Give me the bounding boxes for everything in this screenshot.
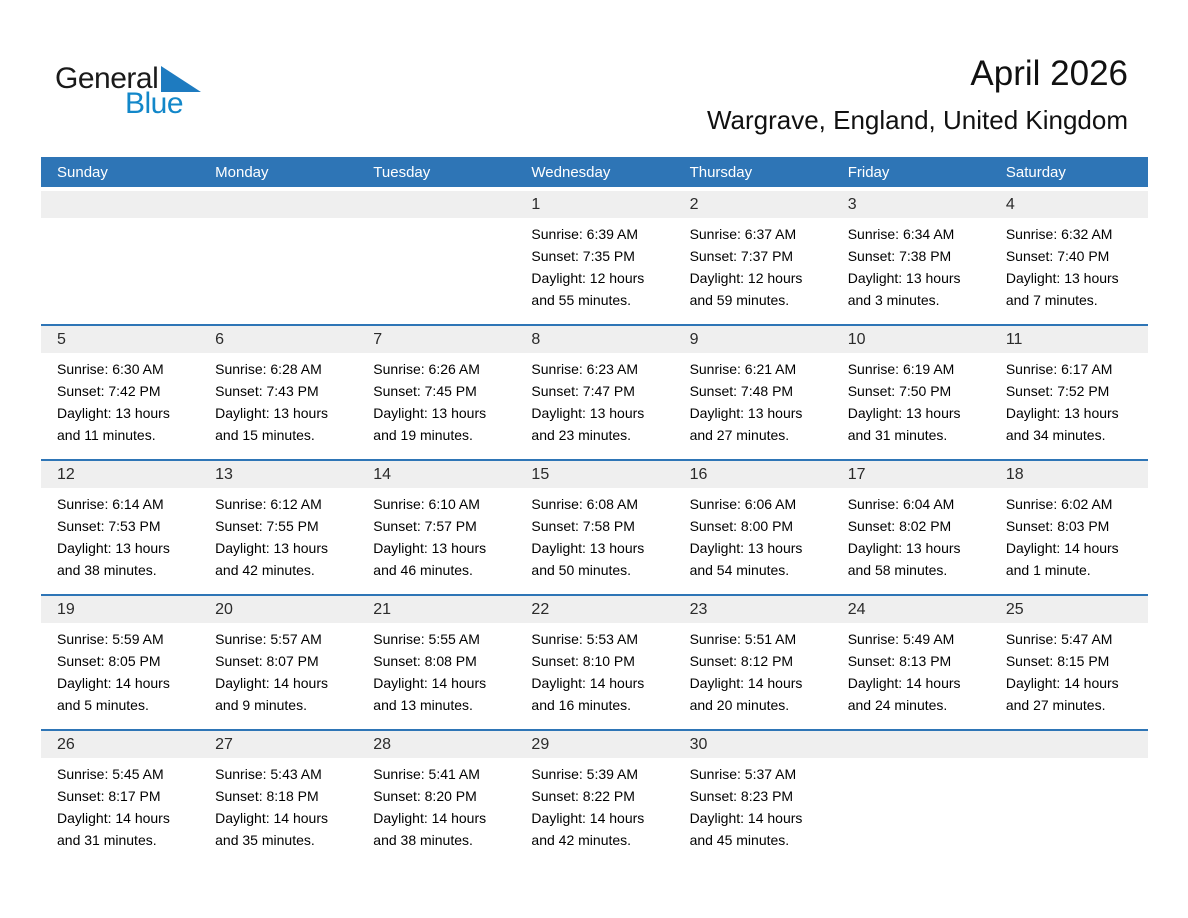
week-row — [41, 324, 1148, 459]
day-number: 4 — [990, 191, 1148, 218]
sunrise-text: Sunrise: 5:43 AM — [215, 766, 322, 782]
daylight-text-line1: Daylight: 13 hours — [847, 405, 961, 421]
day-header-tuesday: Tuesday — [373, 163, 431, 181]
daylight-text-line1: Daylight: 13 hours — [689, 405, 803, 421]
daylight-text-line1: Daylight: 14 hours — [215, 810, 328, 826]
daylight-text-line2: and 20 minutes. — [689, 697, 790, 713]
sunset-text: Sunset: 7:38 PM — [847, 248, 952, 264]
daylight-text-line2: and 34 minutes. — [1005, 427, 1106, 443]
daylight-text-line2: and 9 minutes. — [215, 697, 307, 713]
daylight-text-line1: Daylight: 14 hours — [57, 810, 170, 826]
day-cell — [990, 326, 1148, 459]
day-header-friday: Friday — [847, 163, 890, 181]
sunset-text: Sunset: 8:22 PM — [531, 788, 635, 804]
day-number: 20 — [199, 596, 357, 623]
sunrise-text: Sunrise: 6:17 AM — [1005, 361, 1113, 377]
day-number — [357, 191, 515, 218]
sunrise-text: Sunrise: 6:30 AM — [57, 361, 164, 377]
day-number: 8 — [515, 326, 673, 353]
page-subtitle: Wargrave, England, United Kingdom — [706, 105, 1128, 135]
sunrise-text: Sunrise: 5:57 AM — [215, 631, 322, 647]
day-cell — [199, 326, 357, 459]
sunset-text: Sunset: 7:52 PM — [1005, 383, 1110, 399]
daylight-text-line2: and 31 minutes. — [847, 427, 948, 443]
daylight-text-line1: Daylight: 14 hours — [1005, 675, 1119, 691]
sunset-text: Sunset: 7:50 PM — [847, 383, 952, 399]
sunset-text: Sunset: 7:37 PM — [689, 248, 794, 264]
day-cell — [41, 731, 199, 864]
daylight-text-line1: Daylight: 14 hours — [373, 675, 487, 691]
sunrise-text: Sunrise: 6:32 AM — [1005, 226, 1113, 242]
sunset-text: Sunset: 7:53 PM — [57, 518, 161, 534]
sunset-text: Sunset: 8:03 PM — [1005, 518, 1110, 534]
weeks-container — [41, 191, 1148, 864]
sunset-text: Sunset: 7:47 PM — [531, 383, 635, 399]
daylight-text-line2: and 16 minutes. — [531, 697, 632, 713]
day-cell — [674, 596, 832, 729]
logo-text-general: General — [55, 62, 159, 95]
empty-day-cell — [990, 731, 1148, 864]
day-cell — [674, 191, 832, 324]
daylight-text-line2: and 58 minutes. — [847, 562, 948, 578]
daylight-text-line2: and 3 minutes. — [847, 292, 940, 308]
daylight-text-line2: and 45 minutes. — [689, 832, 790, 848]
week-row — [41, 594, 1148, 729]
sunset-text: Sunset: 8:10 PM — [531, 653, 635, 669]
sunset-text: Sunset: 7:55 PM — [215, 518, 319, 534]
page-title: April 2026 — [970, 54, 1128, 93]
sunrise-text: Sunrise: 6:26 AM — [373, 361, 480, 377]
day-number: 27 — [199, 731, 357, 758]
sunset-text: Sunset: 8:23 PM — [689, 788, 794, 804]
daylight-text-line2: and 23 minutes. — [531, 427, 632, 443]
calendar-table — [41, 157, 1148, 864]
daylight-text-line2: and 13 minutes. — [373, 697, 473, 713]
day-number: 19 — [41, 596, 199, 623]
sunset-text: Sunset: 7:43 PM — [215, 383, 319, 399]
day-cell — [832, 596, 990, 729]
daylight-text-line2: and 38 minutes. — [373, 832, 473, 848]
sunset-text: Sunset: 8:00 PM — [689, 518, 794, 534]
daylight-text-line1: Daylight: 13 hours — [689, 540, 803, 556]
empty-day-cell — [199, 191, 357, 324]
day-number: 1 — [515, 191, 673, 218]
sunrise-text: Sunrise: 5:53 AM — [531, 631, 639, 647]
day-number: 26 — [41, 731, 199, 758]
day-cell — [674, 461, 832, 594]
daylight-text-line1: Daylight: 13 hours — [847, 270, 961, 286]
day-cell — [199, 596, 357, 729]
day-cell — [515, 731, 673, 864]
day-number: 9 — [674, 326, 832, 353]
daylight-text-line2: and 24 minutes. — [847, 697, 948, 713]
daylight-text-line1: Daylight: 13 hours — [215, 405, 328, 421]
daylight-text-line1: Daylight: 14 hours — [689, 675, 803, 691]
sunrise-text: Sunrise: 6:21 AM — [689, 361, 797, 377]
daylight-text-line1: Daylight: 13 hours — [57, 540, 170, 556]
sunset-text: Sunset: 8:08 PM — [373, 653, 477, 669]
day-header-sunday: Sunday — [57, 163, 108, 181]
weekday-header-row — [41, 157, 1148, 187]
daylight-text-line1: Daylight: 13 hours — [57, 405, 170, 421]
daylight-text-line1: Daylight: 14 hours — [689, 810, 803, 826]
daylight-text-line2: and 27 minutes. — [689, 427, 790, 443]
sunrise-text: Sunrise: 6:06 AM — [689, 496, 797, 512]
day-cell — [674, 326, 832, 459]
day-header-wednesday: Wednesday — [531, 163, 611, 181]
daylight-text-line1: Daylight: 12 hours — [689, 270, 803, 286]
sunset-text: Sunset: 7:57 PM — [373, 518, 477, 534]
day-cell — [832, 326, 990, 459]
sunset-text: Sunset: 8:13 PM — [847, 653, 952, 669]
day-cell — [357, 326, 515, 459]
sunrise-text: Sunrise: 6:28 AM — [215, 361, 322, 377]
sunset-text: Sunset: 8:07 PM — [215, 653, 319, 669]
sunset-text: Sunset: 7:40 PM — [1005, 248, 1110, 264]
daylight-text-line2: and 35 minutes. — [215, 832, 315, 848]
day-number: 5 — [41, 326, 199, 353]
sunrise-text: Sunrise: 5:45 AM — [57, 766, 164, 782]
daylight-text-line2: and 55 minutes. — [531, 292, 632, 308]
day-number — [199, 191, 357, 218]
sunrise-text: Sunrise: 6:37 AM — [689, 226, 797, 242]
empty-day-cell — [41, 191, 199, 324]
sunset-text: Sunset: 7:58 PM — [531, 518, 635, 534]
sunset-text: Sunset: 7:35 PM — [531, 248, 635, 264]
day-cell — [832, 191, 990, 324]
sunset-text: Sunset: 7:42 PM — [57, 383, 161, 399]
daylight-text-line1: Daylight: 14 hours — [531, 675, 645, 691]
day-cell — [357, 461, 515, 594]
daylight-text-line1: Daylight: 13 hours — [847, 540, 961, 556]
general-blue-logo — [55, 62, 201, 119]
daylight-text-line2: and 54 minutes. — [689, 562, 790, 578]
daylight-text-line1: Daylight: 14 hours — [215, 675, 328, 691]
day-number — [41, 191, 199, 218]
daylight-text-line1: Daylight: 13 hours — [531, 405, 645, 421]
sunrise-text: Sunrise: 5:51 AM — [689, 631, 797, 647]
day-header-monday: Monday — [215, 163, 269, 181]
daylight-text-line1: Daylight: 13 hours — [1005, 405, 1119, 421]
logo-text-blue: Blue — [125, 87, 184, 120]
day-cell — [41, 461, 199, 594]
sunrise-text: Sunrise: 6:12 AM — [215, 496, 322, 512]
day-header-saturday: Saturday — [1005, 163, 1066, 181]
daylight-text-line2: and 1 minute. — [1005, 562, 1091, 578]
day-cell — [515, 461, 673, 594]
daylight-text-line1: Daylight: 13 hours — [373, 405, 487, 421]
sunset-text: Sunset: 8:18 PM — [215, 788, 319, 804]
sunrise-text: Sunrise: 6:04 AM — [847, 496, 955, 512]
week-row — [41, 459, 1148, 594]
sunset-text: Sunset: 8:15 PM — [1005, 653, 1110, 669]
day-number: 15 — [515, 461, 673, 488]
sunset-text: Sunset: 8:17 PM — [57, 788, 161, 804]
daylight-text-line1: Daylight: 13 hours — [373, 540, 487, 556]
day-number: 2 — [674, 191, 832, 218]
day-number: 30 — [674, 731, 832, 758]
daylight-text-line2: and 59 minutes. — [689, 292, 790, 308]
daylight-text-line2: and 38 minutes. — [57, 562, 157, 578]
daylight-text-line2: and 46 minutes. — [373, 562, 473, 578]
week-row — [41, 191, 1148, 324]
daylight-text-line2: and 5 minutes. — [57, 697, 149, 713]
sunrise-text: Sunrise: 5:59 AM — [57, 631, 164, 647]
sunset-text: Sunset: 8:12 PM — [689, 653, 794, 669]
daylight-text-line2: and 11 minutes. — [57, 427, 156, 443]
day-number: 11 — [990, 326, 1148, 353]
daylight-text-line2: and 7 minutes. — [1005, 292, 1098, 308]
day-number: 21 — [357, 596, 515, 623]
daylight-text-line1: Daylight: 12 hours — [531, 270, 645, 286]
daylight-text-line1: Daylight: 14 hours — [531, 810, 645, 826]
day-cell — [357, 596, 515, 729]
daylight-text-line1: Daylight: 14 hours — [373, 810, 487, 826]
daylight-text-line1: Daylight: 13 hours — [215, 540, 328, 556]
sunrise-text: Sunrise: 6:19 AM — [847, 361, 955, 377]
sunrise-text: Sunrise: 6:02 AM — [1005, 496, 1113, 512]
day-number: 3 — [832, 191, 990, 218]
empty-day-cell — [832, 731, 990, 864]
day-number: 12 — [41, 461, 199, 488]
sunset-text: Sunset: 8:02 PM — [847, 518, 952, 534]
daylight-text-line1: Daylight: 14 hours — [1005, 540, 1119, 556]
sunrise-text: Sunrise: 5:55 AM — [373, 631, 480, 647]
day-number: 24 — [832, 596, 990, 623]
sunrise-text: Sunrise: 6:08 AM — [531, 496, 639, 512]
sunrise-text: Sunrise: 6:23 AM — [531, 361, 639, 377]
sunset-text: Sunset: 8:20 PM — [373, 788, 477, 804]
daylight-text-line2: and 19 minutes. — [373, 427, 473, 443]
day-cell — [199, 461, 357, 594]
sunrise-text: Sunrise: 5:39 AM — [531, 766, 639, 782]
day-cell — [515, 326, 673, 459]
daylight-text-line1: Daylight: 14 hours — [847, 675, 961, 691]
day-number — [832, 731, 990, 758]
day-cell — [990, 191, 1148, 324]
day-cell — [674, 731, 832, 864]
day-number: 16 — [674, 461, 832, 488]
day-number: 28 — [357, 731, 515, 758]
sunrise-text: Sunrise: 6:39 AM — [531, 226, 639, 242]
daylight-text-line2: and 27 minutes. — [1005, 697, 1106, 713]
day-cell — [832, 461, 990, 594]
sunrise-text: Sunrise: 5:47 AM — [1005, 631, 1113, 647]
day-number: 6 — [199, 326, 357, 353]
day-cell — [41, 326, 199, 459]
empty-day-cell — [357, 191, 515, 324]
day-number: 14 — [357, 461, 515, 488]
sunrise-text: Sunrise: 5:49 AM — [847, 631, 955, 647]
day-number — [990, 731, 1148, 758]
daylight-text-line2: and 50 minutes. — [531, 562, 632, 578]
day-number: 7 — [357, 326, 515, 353]
daylight-text-line2: and 15 minutes. — [215, 427, 315, 443]
day-cell — [515, 191, 673, 324]
sunset-text: Sunset: 7:45 PM — [373, 383, 477, 399]
title-block — [707, 54, 1128, 136]
daylight-text-line2: and 31 minutes. — [57, 832, 157, 848]
day-cell — [990, 461, 1148, 594]
day-number: 23 — [674, 596, 832, 623]
daylight-text-line1: Daylight: 14 hours — [57, 675, 170, 691]
day-header-thursday: Thursday — [689, 163, 753, 181]
sunset-text: Sunset: 7:48 PM — [689, 383, 794, 399]
day-cell — [990, 596, 1148, 729]
sunrise-text: Sunrise: 5:41 AM — [373, 766, 480, 782]
day-number: 29 — [515, 731, 673, 758]
daylight-text-line1: Daylight: 13 hours — [531, 540, 645, 556]
sunrise-text: Sunrise: 6:14 AM — [57, 496, 164, 512]
day-cell — [199, 731, 357, 864]
daylight-text-line2: and 42 minutes. — [531, 832, 632, 848]
day-number: 22 — [515, 596, 673, 623]
daylight-text-line2: and 42 minutes. — [215, 562, 315, 578]
day-number: 25 — [990, 596, 1148, 623]
day-number: 13 — [199, 461, 357, 488]
day-cell — [515, 596, 673, 729]
day-number: 17 — [832, 461, 990, 488]
sunrise-text: Sunrise: 6:10 AM — [373, 496, 480, 512]
sunset-text: Sunset: 8:05 PM — [57, 653, 161, 669]
sunrise-text: Sunrise: 6:34 AM — [847, 226, 955, 242]
week-row — [41, 729, 1148, 864]
day-number: 10 — [832, 326, 990, 353]
sunrise-text: Sunrise: 5:37 AM — [689, 766, 797, 782]
day-number: 18 — [990, 461, 1148, 488]
day-cell — [357, 731, 515, 864]
day-cell — [41, 596, 199, 729]
daylight-text-line1: Daylight: 13 hours — [1005, 270, 1119, 286]
